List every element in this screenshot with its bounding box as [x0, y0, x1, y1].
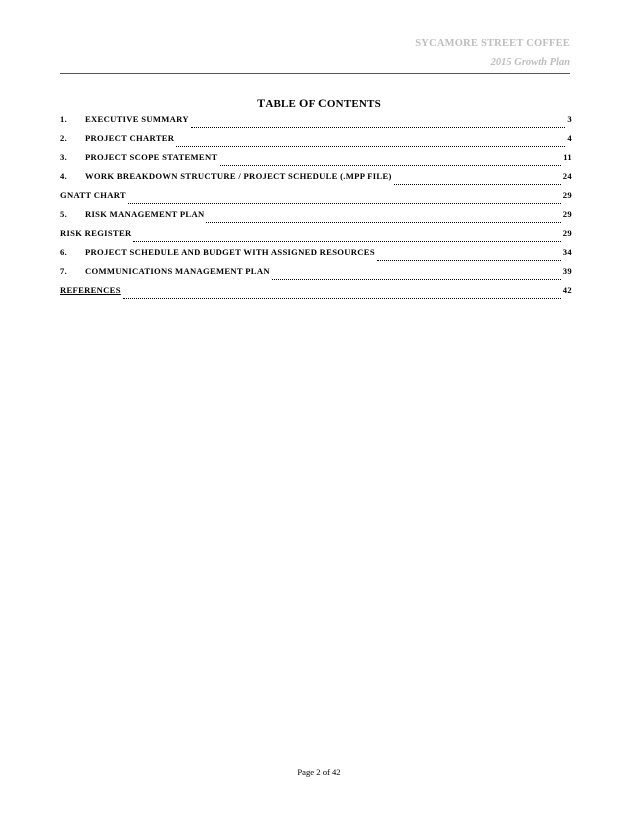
toc-entry-number: 7. — [60, 266, 68, 276]
toc-dot-leader — [191, 127, 566, 128]
toc-entry-title[interactable]: RISK MANAGEMENT PLAN — [85, 209, 205, 219]
toc-entry[interactable] — [60, 152, 572, 171]
toc-entry-page: 34 — [562, 247, 572, 257]
toc-entry-page: 39 — [562, 266, 572, 276]
toc-entry-title[interactable]: EXECUTIVE SUMMARY — [85, 114, 189, 124]
toc-entry[interactable] — [60, 285, 572, 304]
toc-dot-leader — [206, 222, 560, 223]
toc-entry-page: 24 — [562, 171, 572, 181]
toc-entry[interactable] — [60, 190, 572, 209]
toc-entry[interactable] — [60, 114, 572, 133]
toc-entry-page: 11 — [563, 152, 572, 162]
toc-entry-number: 2. — [60, 133, 68, 143]
toc-entry-title[interactable]: REFERENCES — [60, 285, 121, 295]
toc-entry-title[interactable]: RISK REGISTER — [60, 228, 132, 238]
page-footer — [0, 767, 638, 777]
toc-entry-page: 29 — [562, 228, 572, 238]
toc-entry-page: 29 — [562, 209, 572, 219]
toc-entry-page: 3 — [567, 114, 572, 124]
toc-entry-title[interactable]: COMMUNICATIONS MANAGEMENT PLAN — [85, 266, 270, 276]
header-divider — [60, 73, 570, 74]
page-header — [415, 36, 570, 71]
toc-dot-leader — [123, 298, 561, 299]
toc-entry[interactable] — [60, 209, 572, 228]
toc-title-initial: T — [257, 96, 266, 110]
toc-dot-leader — [176, 146, 565, 147]
toc-title-initial: O — [299, 96, 309, 110]
toc-entry-page: 4 — [567, 133, 572, 143]
toc-entry-number: 6. — [60, 247, 68, 257]
toc-dot-leader — [394, 184, 561, 185]
toc-entry-number: 3. — [60, 152, 68, 162]
toc-entry-title[interactable]: PROJECT SCOPE STATEMENT — [85, 152, 218, 162]
toc-entry-page: 29 — [562, 190, 572, 200]
toc-dot-leader — [128, 203, 561, 204]
toc-entry-number: 1. — [60, 114, 68, 124]
header-company: SYCAMORE STREET COFFEE — [415, 38, 570, 49]
toc-dot-leader — [272, 279, 561, 280]
toc-dot-leader — [133, 241, 560, 242]
toc-entry-title[interactable]: PROJECT CHARTER — [85, 133, 175, 143]
toc-title-part: F — [308, 98, 319, 110]
header-subtitle: 2015 Growth Plan — [490, 57, 570, 68]
toc-title-part: ABLE — [265, 98, 300, 110]
toc-title — [0, 96, 638, 111]
toc-dot-leader — [220, 165, 562, 166]
toc-list — [60, 114, 572, 304]
toc-title-initial: C — [318, 96, 327, 110]
toc-entry[interactable] — [60, 133, 572, 152]
toc-entry-title[interactable]: WORK BREAKDOWN STRUCTURE / PROJECT SCHEDULE (.MPP FILE) — [85, 171, 392, 181]
page-number-label: Page 2 of 42 — [297, 767, 341, 777]
toc-entry[interactable] — [60, 247, 572, 266]
toc-entry[interactable] — [60, 228, 572, 247]
toc-entry[interactable] — [60, 266, 572, 285]
toc-entry[interactable] — [60, 171, 572, 190]
toc-entry-title[interactable]: GNATT CHART — [60, 190, 126, 200]
toc-title-part: ONTENTS — [326, 98, 381, 110]
toc-dot-leader — [377, 260, 561, 261]
toc-entry-number: 4. — [60, 171, 68, 181]
toc-entry-title[interactable]: PROJECT SCHEDULE AND BUDGET WITH ASSIGNED RESOURCES — [85, 247, 375, 257]
toc-entry-number: 5. — [60, 209, 68, 219]
toc-entry-page: 42 — [562, 285, 572, 295]
